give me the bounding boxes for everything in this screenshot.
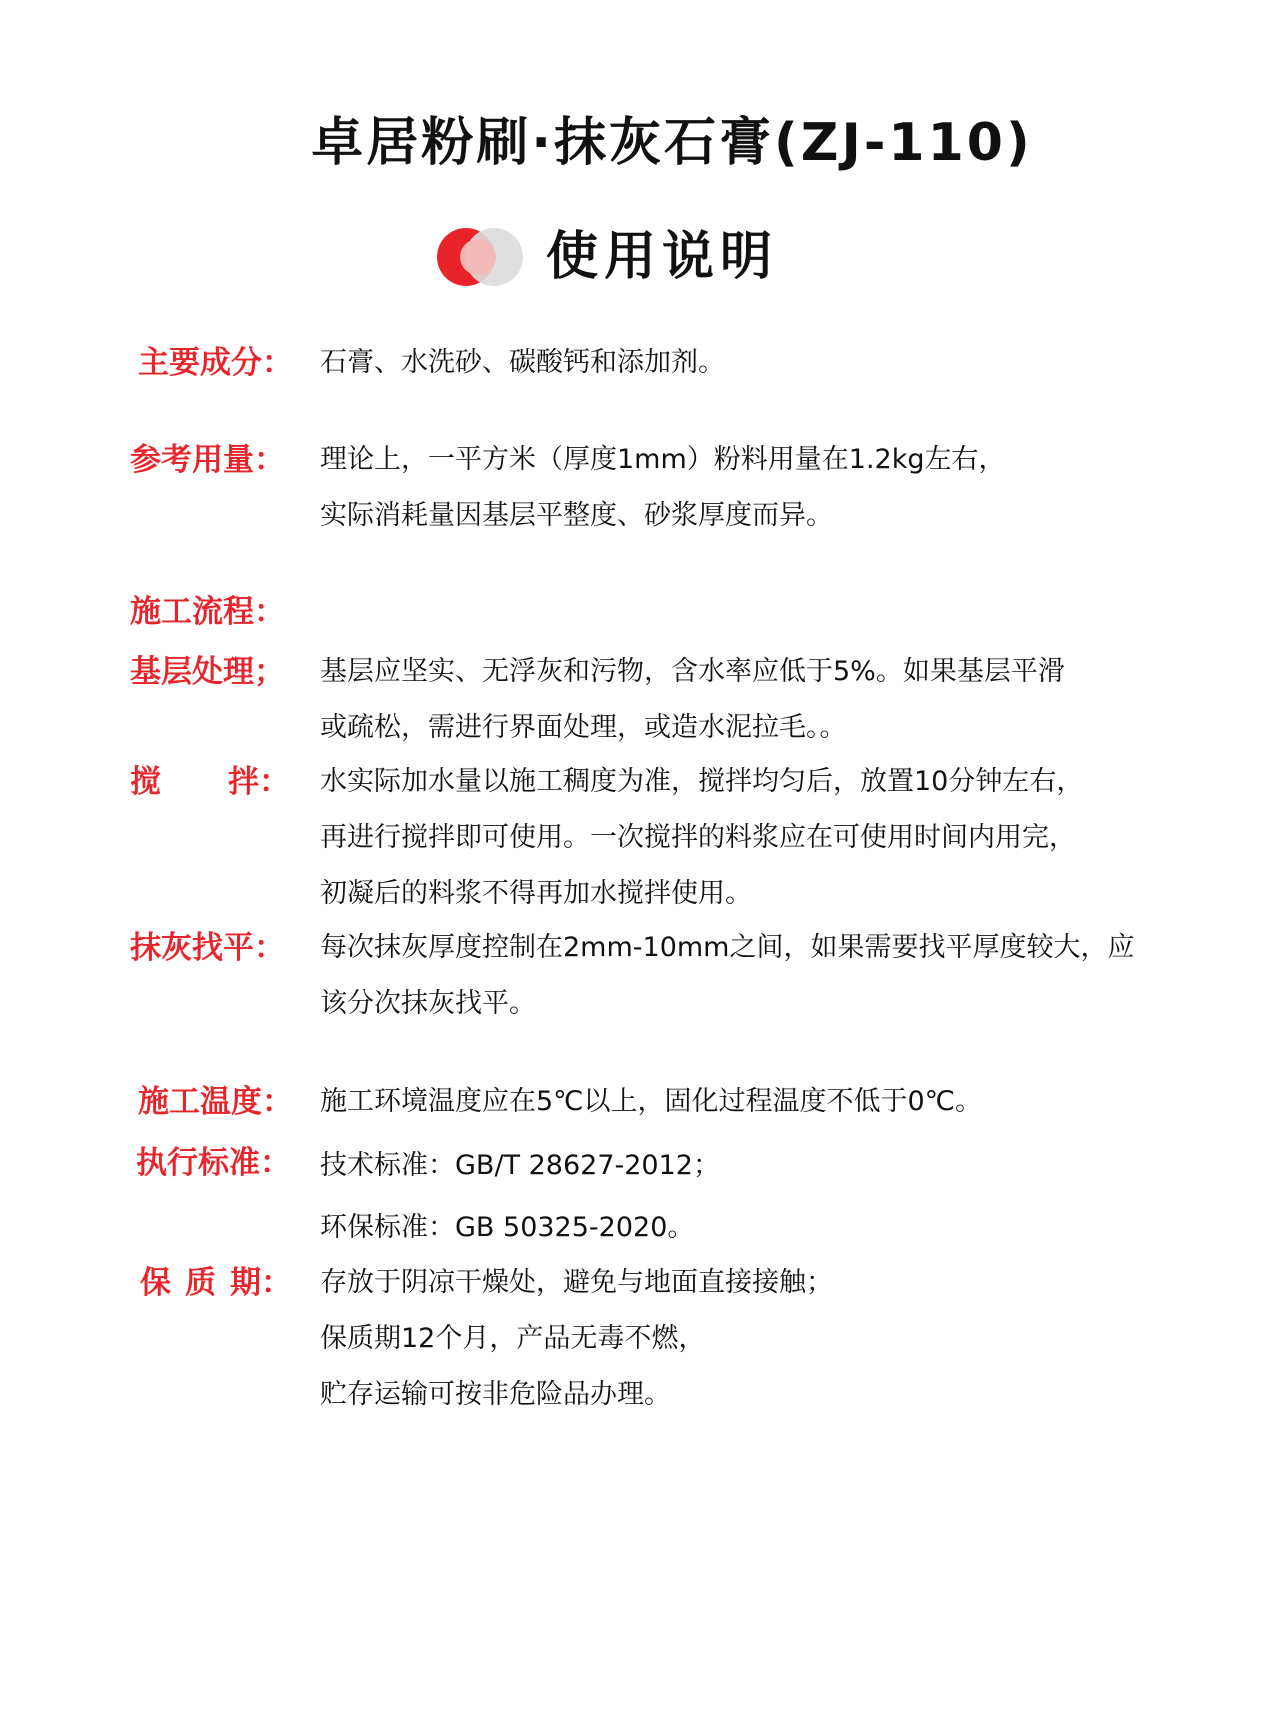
content-line: 施工环境温度应在5℃以上，固化过程温度不低于0℃。 — [320, 1086, 982, 1117]
content-line: 或疏松，需进行界面处理，或造水泥拉毛。。 — [320, 712, 847, 743]
section-label: 抹灰找平： — [130, 930, 285, 966]
section-content — [320, 1074, 1200, 1130]
content-line: 再进行搅拌即可使用。一次搅拌的料浆应在可使用时间内用完， — [320, 822, 1076, 853]
subtitle-row — [436, 222, 778, 292]
section-label: 参考用量： — [130, 442, 285, 478]
section-content — [320, 754, 1200, 922]
content-line: 存放于阴凉干燥处，避免与地面直接接触； — [320, 1267, 833, 1298]
section-label: 施工温度： — [138, 1084, 293, 1120]
content-line: 技术标准：GB/T 28627-2012； — [320, 1150, 720, 1181]
label-part: 期： — [230, 1265, 292, 1301]
content-line: 石膏、水洗砂、碳酸钙和添加剂。 — [320, 347, 725, 378]
section-content — [320, 1255, 1200, 1423]
content-line: 实际消耗量因基层平整度、砂浆厚度而异。 — [320, 500, 833, 531]
circles-logo-icon — [436, 225, 524, 289]
content-line: 保质期12个月，产品无毒不燃， — [320, 1323, 706, 1354]
content-line: 基层应坚实、无浮灰和污物，含水率应低于5%。如果基层平滑 — [320, 656, 1065, 687]
section-label: 基层处理； — [130, 654, 285, 690]
label-part: 保 — [140, 1265, 171, 1301]
section-label — [140, 1263, 292, 1303]
section-label: 主要成分： — [138, 345, 293, 381]
section-content — [320, 432, 1200, 544]
content-line: 初凝后的料浆不得再加水搅拌使用。 — [320, 878, 752, 909]
label-part: 拌： — [228, 764, 290, 800]
document-subtitle: 使用说明 — [546, 227, 779, 287]
section-content — [320, 335, 1200, 391]
content-line: 环保标准：GB 50325-2020。 — [320, 1212, 695, 1243]
section-label: 执行标准： — [136, 1145, 291, 1181]
content-line: 贮存运输可按非危险品办理。 — [320, 1379, 671, 1410]
content-line: 该分次抹灰找平。 — [320, 988, 536, 1019]
content-line: 水实际加水量以施工稠度为准，搅拌均匀后，放置10分钟左右， — [320, 766, 1084, 797]
section-content — [320, 644, 1200, 756]
section-content — [320, 920, 1200, 1032]
section-label: 施工流程： — [130, 594, 285, 630]
section-label — [130, 762, 290, 802]
label-part: 质 — [185, 1265, 216, 1301]
section-content — [320, 1135, 1200, 1259]
content-line: 每次抹灰厚度控制在2mm-10mm之间，如果需要找平厚度较大，应 — [320, 932, 1135, 963]
document-title: 卓居粉刷·抹灰石膏(ZJ-110) — [311, 113, 1033, 173]
content-line: 理论上，一平方米（厚度1mm）粉料用量在1.2kg左右， — [320, 444, 1006, 475]
label-part: 搅 — [130, 764, 161, 800]
